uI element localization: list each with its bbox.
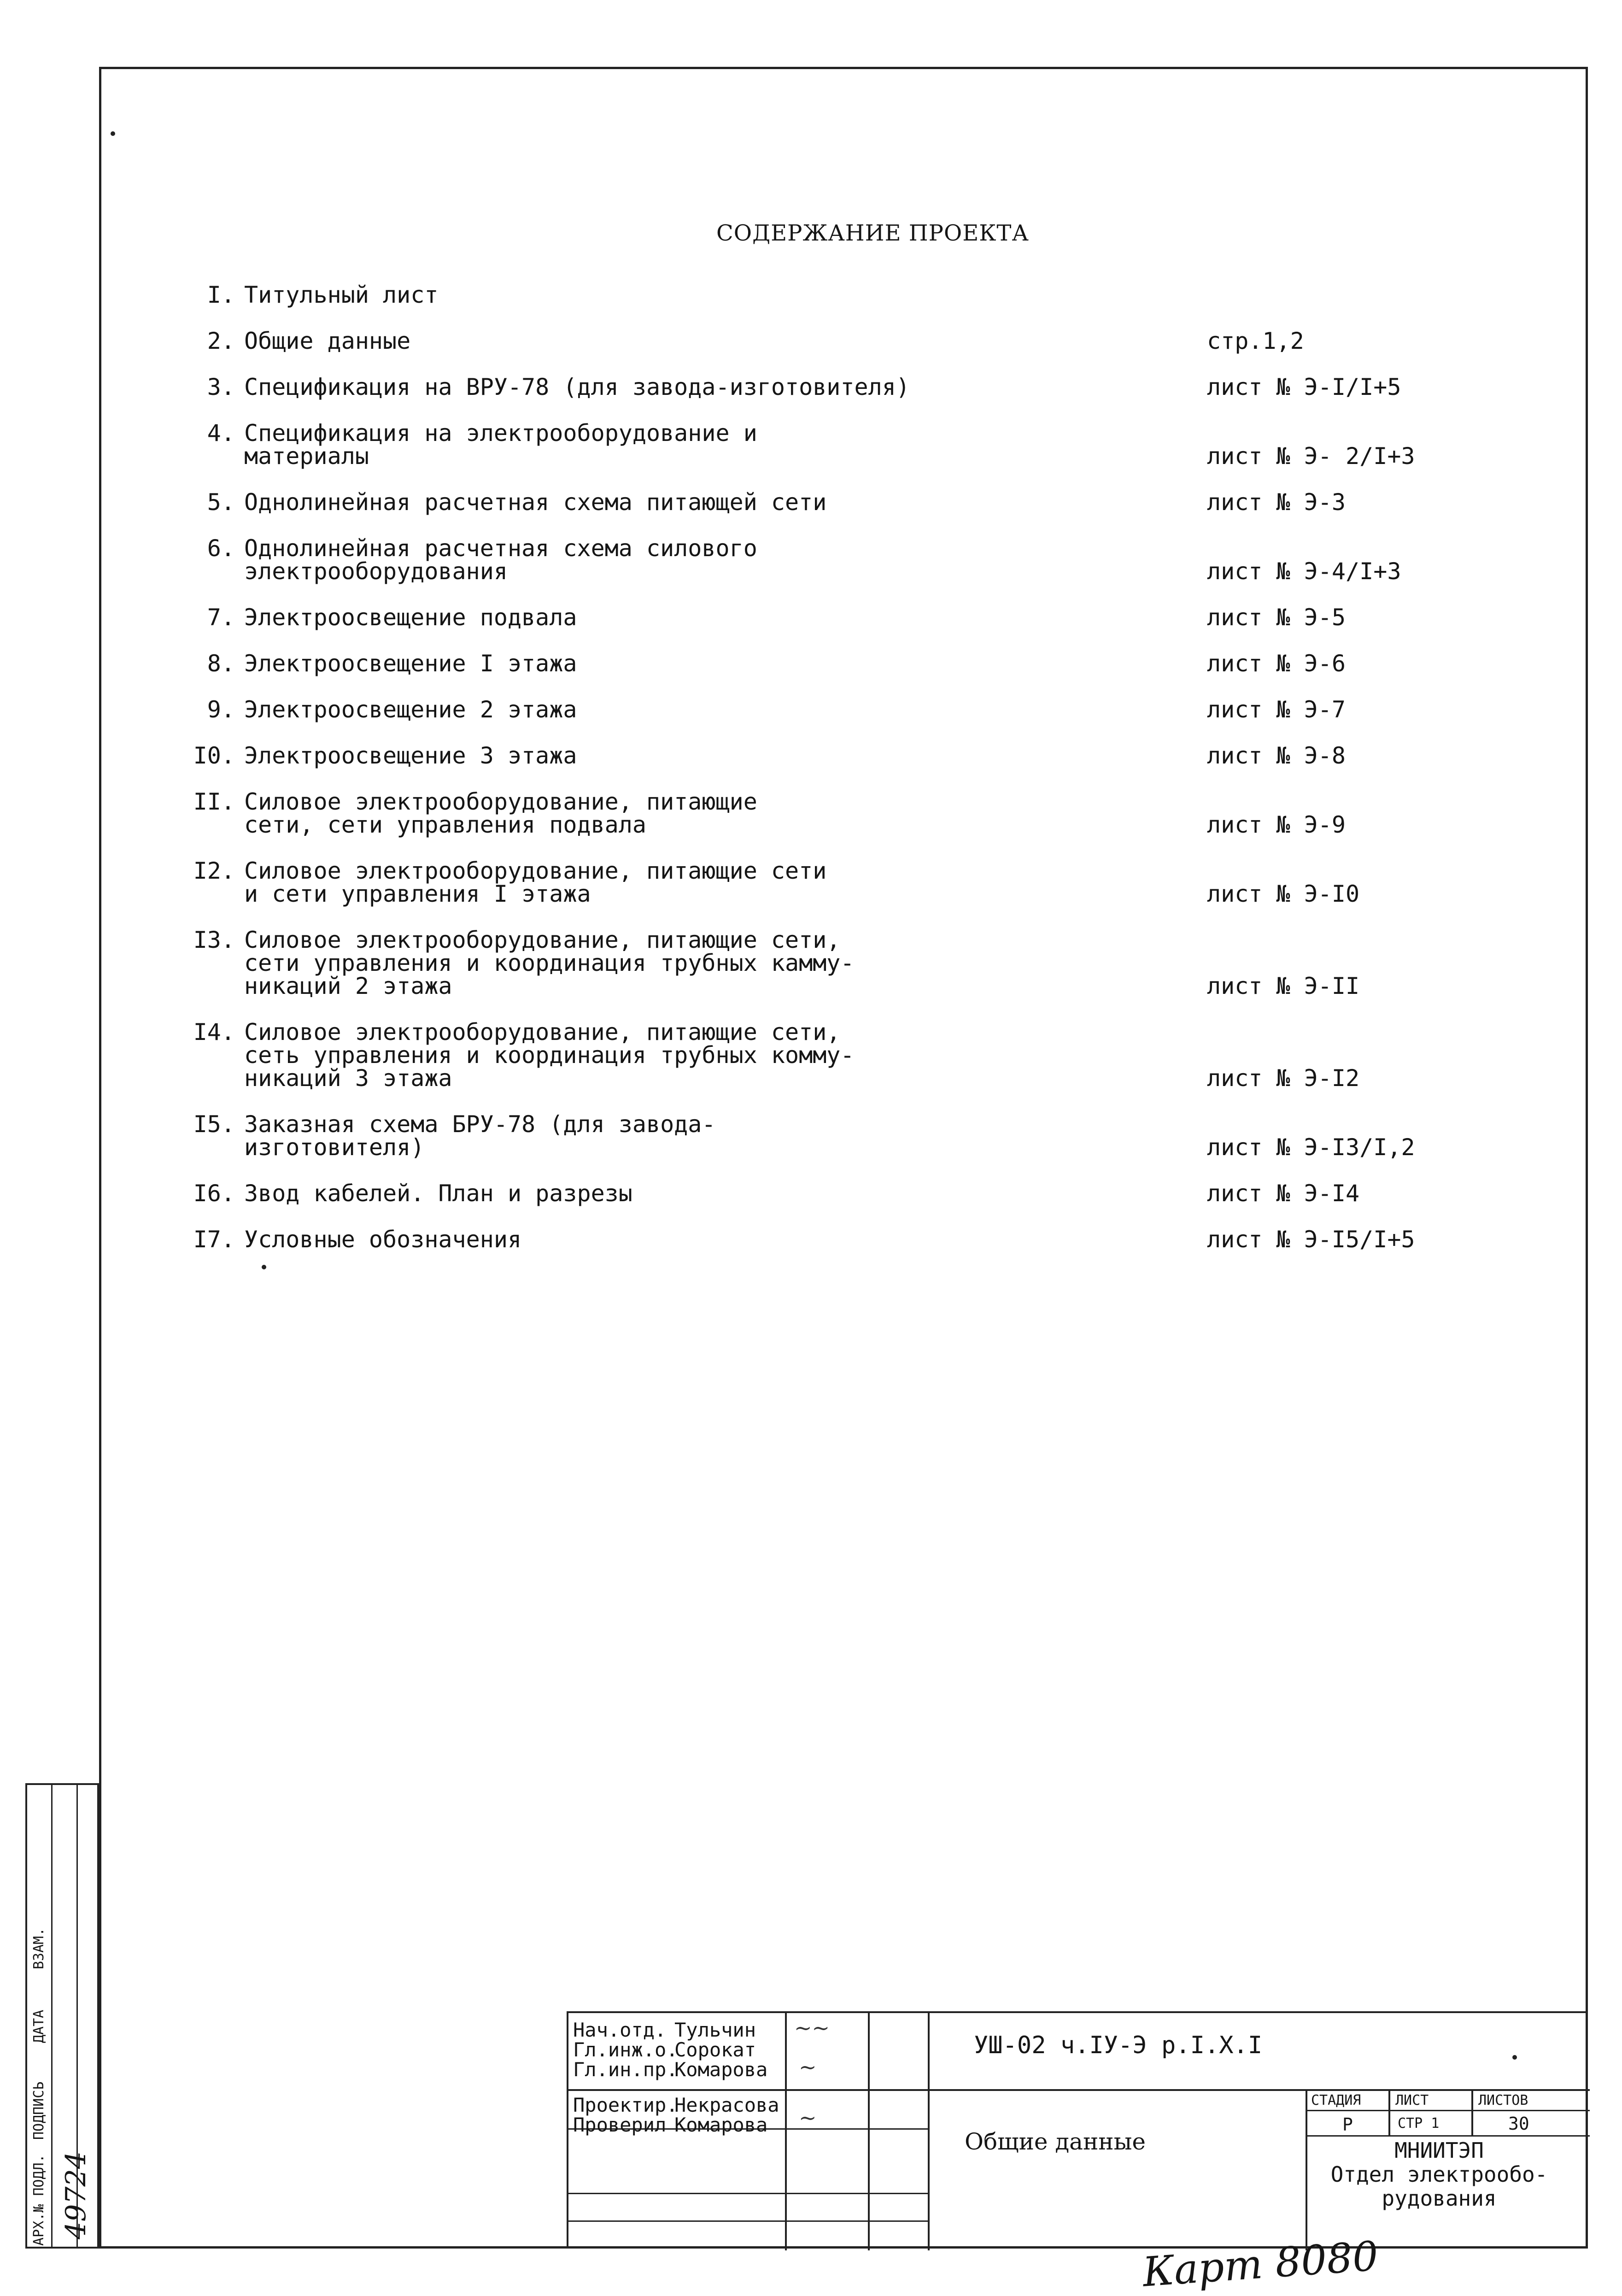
item-sheet-ref: лист № Э-3 — [1207, 489, 1346, 516]
item-number: I3. — [193, 927, 235, 953]
sig-name-1: Тульчин — [674, 2019, 756, 2041]
item-title: Спецификация на ВРУ-78 (для завода-изготовителя) — [244, 374, 910, 400]
sig-role-2: Гл.инж.о. — [573, 2038, 678, 2061]
item-title: Силовое электрооборудование, питающие сети и сети управления I этажа — [244, 857, 827, 907]
org-line-1: МНИИТЭП — [1394, 2138, 1484, 2163]
item-sheet-ref: лист № Э-8 — [1207, 742, 1346, 769]
item-title: Общие данные — [244, 328, 411, 354]
item-number: I0. — [193, 742, 235, 769]
sheet-header: ЛИСТ — [1395, 2092, 1429, 2108]
item-sheet-ref: лист № Э- 2/I+3 — [1207, 443, 1415, 470]
item-title: Электроосвещение 3 этажа — [244, 742, 577, 769]
document-code: УШ-02 ч.IУ-Э р.I.X.I — [974, 2032, 1263, 2059]
item-title: Условные обозначения — [244, 1226, 522, 1253]
item-number: 3. — [207, 374, 235, 400]
item-sheet-ref: лист № Э-I0 — [1207, 881, 1360, 907]
item-number: 7. — [207, 604, 235, 631]
org-line-3: рудования — [1382, 2186, 1497, 2211]
archive-number: 49724 — [60, 2151, 92, 2239]
item-number: I7. — [193, 1226, 235, 1253]
signature-scribble: ~~ — [794, 2015, 830, 2040]
item-sheet-ref: лист № Э-9 — [1207, 811, 1346, 838]
item-title: Заказная схема БРУ-78 (для завода- изготовителя) — [244, 1111, 716, 1161]
item-sheet-ref: лист № Э-4/I+3 — [1207, 558, 1401, 585]
sig-name-2: Сорокат — [674, 2038, 756, 2061]
item-title: Звод кабелей. План и разрезы — [244, 1180, 632, 1207]
item-title: Силовое электрооборудование, питающие сети, сети управления и координация трубных камму- никаций 2 этажа — [244, 927, 855, 999]
item-title: Электроосвещение I этажа — [244, 650, 577, 677]
item-number: 4. — [207, 420, 235, 446]
sig-name-5: Комарова — [674, 2114, 768, 2136]
item-sheet-ref: лист № Э-I4 — [1207, 1180, 1360, 1207]
signature-scribble: ~ — [799, 2105, 817, 2130]
item-title: Однолинейная расчетная схема силового электрооборудования — [244, 535, 757, 585]
item-number: 6. — [207, 535, 235, 562]
item-number: I5. — [193, 1111, 235, 1138]
sig-role-3: Гл.ин.пр. — [573, 2058, 678, 2081]
sig-role-5: Проверил — [573, 2114, 667, 2136]
sheet-name: Общие данные — [965, 2128, 1146, 2155]
item-number: I2. — [193, 857, 235, 884]
item-number: 2. — [207, 328, 235, 354]
item-title: Электроосвещение 2 этажа — [244, 696, 577, 723]
item-title: Силовое электрооборудование, питающие сети, сети управления подвала — [244, 788, 757, 838]
item-sheet-ref: лист № Э-II — [1207, 973, 1360, 999]
sheet-value: СТР 1 — [1398, 2115, 1440, 2132]
item-number: I. — [207, 282, 235, 308]
item-sheet-ref: лист № Э-6 — [1207, 650, 1346, 677]
item-title: Однолинейная расчетная схема питающей сети — [244, 489, 827, 516]
item-title: Титульный лист — [244, 282, 439, 308]
sheets-value: 30 — [1508, 2114, 1529, 2134]
page-title: СОДЕРЖАНИЕ ПРОЕКТА — [716, 220, 1029, 246]
item-sheet-ref: лист № Э-I3/I,2 — [1207, 1134, 1415, 1161]
item-number: 5. — [207, 489, 235, 516]
item-sheet-ref: лист № Э-I5/I+5 — [1207, 1226, 1415, 1253]
sig-name-3: Комарова — [674, 2058, 768, 2081]
item-sheet-ref: лист № Э-5 — [1207, 604, 1346, 631]
item-number: I4. — [193, 1019, 235, 1045]
item-sheet-ref: лист № Э-I/I+5 — [1207, 374, 1401, 400]
side-label-archive: АРХ.№ ПОДЛ. — [31, 2154, 47, 2246]
stage-header: СТАДИЯ — [1311, 2092, 1361, 2108]
sig-role-1: Нач.отд. — [573, 2019, 667, 2041]
side-label-date: ДАТА — [31, 2009, 47, 2043]
sheets-header: ЛИСТОВ — [1478, 2092, 1528, 2108]
item-title: Силовое электрооборудование, питающие сети, сеть управления и координация трубных комму- никаций 3 этажа — [244, 1019, 855, 1092]
item-number: II. — [193, 788, 235, 815]
scan-speck — [262, 1265, 266, 1269]
stage-value: Р — [1342, 2114, 1353, 2135]
side-label-replace: ВЗАМ. — [31, 1927, 47, 1969]
item-number: I6. — [193, 1180, 235, 1207]
handwritten-note: Карт 8080 — [1141, 2232, 1380, 2296]
title-block — [567, 2011, 1588, 2249]
item-number: 8. — [207, 650, 235, 677]
sig-role-4: Проектир. — [573, 2094, 678, 2116]
item-number: 9. — [207, 696, 235, 723]
scan-speck — [111, 131, 115, 136]
scan-speck — [1512, 2055, 1517, 2060]
item-sheet-ref: лист № Э-I2 — [1207, 1065, 1360, 1092]
item-sheet-ref: лист № Э-7 — [1207, 696, 1346, 723]
item-sheet-ref: стр.1,2 — [1207, 328, 1304, 354]
org-line-2: Отдел электрообо- — [1330, 2162, 1548, 2187]
side-label-signature: ПОДПИСЬ — [31, 2081, 47, 2140]
item-title: Спецификация на электрооборудование и материалы — [244, 420, 757, 470]
sig-name-4: Некрасова — [674, 2094, 779, 2116]
item-title: Электроосвещение подвала — [244, 604, 577, 631]
signature-scribble: ~ — [799, 2055, 817, 2079]
